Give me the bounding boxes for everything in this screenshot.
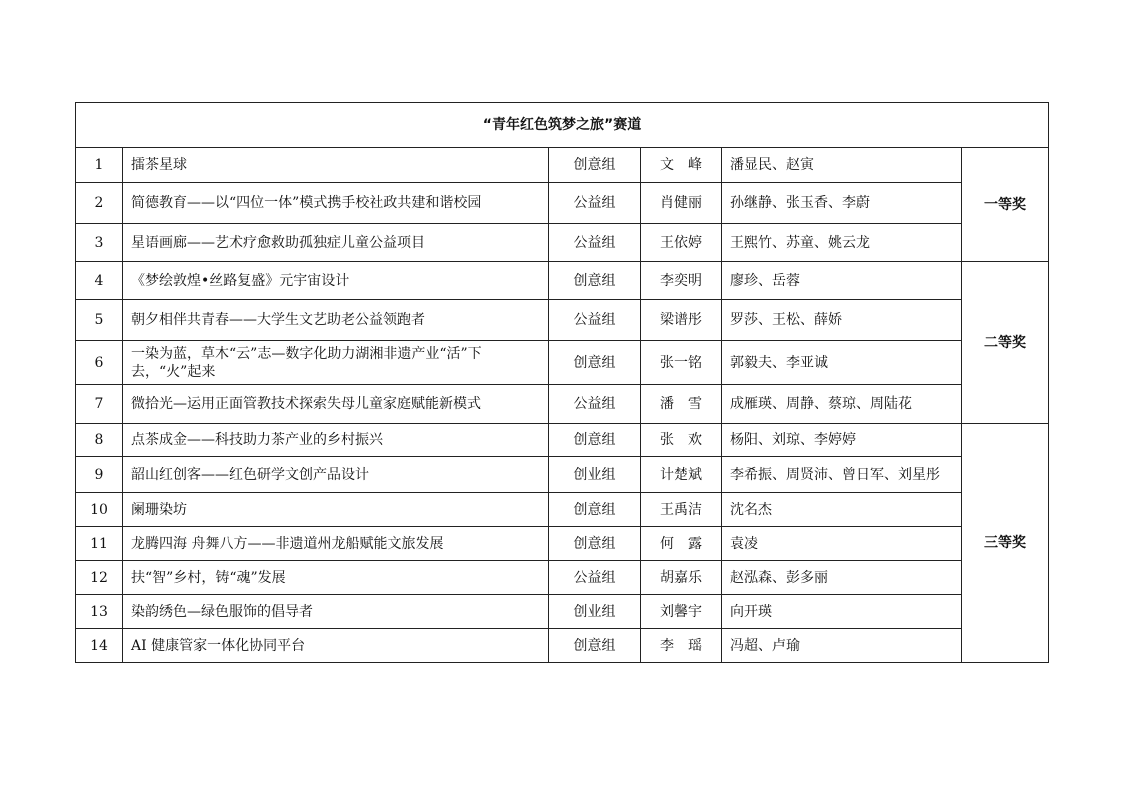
- row-number: 3: [76, 224, 123, 262]
- table-row: [76, 300, 1049, 341]
- project-name: 擂茶星球: [123, 148, 549, 183]
- row-number: 5: [76, 300, 123, 341]
- team-members: 潘显民、赵寅: [722, 148, 962, 183]
- team-members: 冯超、卢瑜: [722, 629, 962, 663]
- team-leader: 刘馨宇: [641, 595, 722, 629]
- row-number: 8: [76, 424, 123, 457]
- team-leader: 计楚斌: [641, 457, 722, 493]
- team-leader: 王禹洁: [641, 493, 722, 527]
- project-name: 微拾光—运用正面管教技术探索失母儿童家庭赋能新模式: [123, 385, 549, 424]
- table-row: [76, 341, 1049, 385]
- table-row: [76, 493, 1049, 527]
- table-row: [76, 262, 1049, 300]
- project-name: AI 健康管家一体化协同平台: [123, 629, 549, 663]
- team-members: 向开瑛: [722, 595, 962, 629]
- project-name: 点茶成金——科技助力茶产业的乡村振兴: [123, 424, 549, 457]
- team-leader: 王依婷: [641, 224, 722, 262]
- award-level-second: 二等奖: [962, 262, 1049, 424]
- row-number: 2: [76, 183, 123, 224]
- team-members: 李希振、周贤沛、曾日军、刘星彤: [722, 457, 962, 493]
- team-leader: 李 瑶: [641, 629, 722, 663]
- team-members: 王熙竹、苏童、姚云龙: [722, 224, 962, 262]
- group-type: 公益组: [549, 183, 641, 224]
- row-number: 10: [76, 493, 123, 527]
- team-members: 廖珍、岳蓉: [722, 262, 962, 300]
- row-number: 12: [76, 561, 123, 595]
- project-name-text: 一染为蓝，草木“云”志—数字化助力湖湘非遗产业“活”下去，“火”起来: [131, 345, 482, 380]
- award-sheet: [75, 102, 1048, 663]
- group-type: 创业组: [549, 595, 641, 629]
- group-type: 公益组: [549, 385, 641, 424]
- team-members: 赵泓森、彭多丽: [722, 561, 962, 595]
- team-leader: 李奕明: [641, 262, 722, 300]
- team-leader: 张 欢: [641, 424, 722, 457]
- project-name: 扶“智”乡村，铸“魂”发展: [123, 561, 549, 595]
- team-leader: 胡嘉乐: [641, 561, 722, 595]
- row-number: 9: [76, 457, 123, 493]
- project-name: [123, 341, 549, 385]
- award-table: [75, 102, 1049, 663]
- row-number: 6: [76, 341, 123, 385]
- row-number: 11: [76, 527, 123, 561]
- table-row: [76, 527, 1049, 561]
- table-title: “青年红色筑梦之旅”赛道: [76, 103, 1049, 148]
- team-leader: 文 峰: [641, 148, 722, 183]
- project-name: 简德教育——以“四位一体”模式携手校社政共建和谐校园: [123, 183, 549, 224]
- team-leader: 何 露: [641, 527, 722, 561]
- row-number: 14: [76, 629, 123, 663]
- project-name: 《梦绘敦煌•丝路复盛》元宇宙设计: [123, 262, 549, 300]
- row-number: 7: [76, 385, 123, 424]
- team-members: 杨阳、刘琼、李婷婷: [722, 424, 962, 457]
- group-type: 公益组: [549, 300, 641, 341]
- team-members: 成雁瑛、周静、蔡琼、周陆花: [722, 385, 962, 424]
- group-type: 创意组: [549, 527, 641, 561]
- table-row: [76, 595, 1049, 629]
- table-row: [76, 561, 1049, 595]
- group-type: 创业组: [549, 457, 641, 493]
- project-name: 阑珊染坊: [123, 493, 549, 527]
- table-row: [76, 224, 1049, 262]
- project-name: 朝夕相伴共青春——大学生文艺助老公益领跑者: [123, 300, 549, 341]
- team-leader: 潘 雪: [641, 385, 722, 424]
- table-row: [76, 148, 1049, 183]
- group-type: 创意组: [549, 424, 641, 457]
- table-row: [76, 385, 1049, 424]
- group-type: 创意组: [549, 341, 641, 385]
- group-type: 公益组: [549, 561, 641, 595]
- group-type: 创意组: [549, 493, 641, 527]
- team-members: 袁凌: [722, 527, 962, 561]
- row-number: 4: [76, 262, 123, 300]
- project-name: 龙腾四海 舟舞八方——非遗道州龙船赋能文旅发展: [123, 527, 549, 561]
- award-level-third: 三等奖: [962, 424, 1049, 663]
- team-members: 沈名杰: [722, 493, 962, 527]
- group-type: 创意组: [549, 629, 641, 663]
- table-row: [76, 629, 1049, 663]
- table-row: [76, 183, 1049, 224]
- project-name: 韶山红创客——红色研学文创产品设计: [123, 457, 549, 493]
- group-type: 公益组: [549, 224, 641, 262]
- team-members: 孙继静、张玉香、李蔚: [722, 183, 962, 224]
- project-name: 星语画廊——艺术疗愈救助孤独症儿童公益项目: [123, 224, 549, 262]
- team-leader: 肖健丽: [641, 183, 722, 224]
- group-type: 创意组: [549, 262, 641, 300]
- row-number: 1: [76, 148, 123, 183]
- table-row: [76, 457, 1049, 493]
- award-level-first: 一等奖: [962, 148, 1049, 262]
- team-leader: 梁谱彤: [641, 300, 722, 341]
- row-number: 13: [76, 595, 123, 629]
- project-name: 染韵绣色—绿色服饰的倡导者: [123, 595, 549, 629]
- team-leader: 张一铭: [641, 341, 722, 385]
- team-members: 郭毅夫、李亚诚: [722, 341, 962, 385]
- group-type: 创意组: [549, 148, 641, 183]
- table-title-row: [76, 103, 1049, 148]
- team-members: 罗莎、王松、薛娇: [722, 300, 962, 341]
- table-row: [76, 424, 1049, 457]
